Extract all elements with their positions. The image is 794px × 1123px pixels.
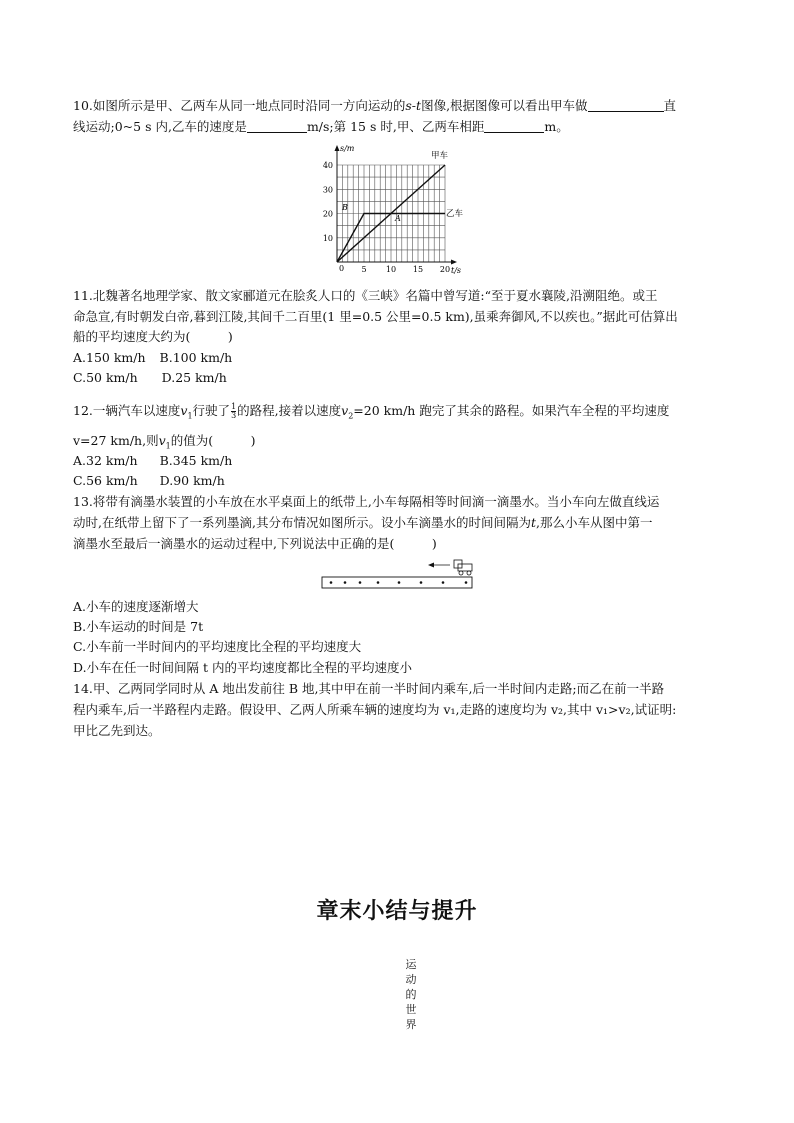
q12-option-a[interactable]: A.32 km/h: [73, 453, 138, 468]
label-point-a: A: [395, 214, 401, 223]
q12-option-b[interactable]: B.345 km/h: [159, 453, 233, 468]
answer-blank-1[interactable]: [588, 98, 664, 112]
y-tick-label: 10: [322, 233, 333, 243]
q13-option-c[interactable]: C.小车前一半时间内的平均速度比全程的平均速度大: [73, 639, 362, 654]
ink-dot: [330, 581, 333, 584]
ink-dot: [442, 581, 445, 584]
y-axis-arrow: [335, 145, 340, 151]
ink-tape-figure: [320, 556, 476, 592]
q13-option-d[interactable]: D.小车在任一时间间隔 t 内的平均速度都比全程的平均速度小: [73, 660, 413, 675]
ink-dot: [398, 581, 401, 584]
q13-option-a[interactable]: A.小车的速度逐渐增大: [73, 599, 199, 614]
ink-dot: [420, 581, 423, 584]
y-tick-label: 30: [322, 185, 333, 195]
q13-line2: 动时,在纸带上留下了一系列墨滴,其分布情况如图所示。设小车滴墨水的时间间隔为t,那么小车从图中第一: [73, 515, 653, 530]
q11-options-cd: [73, 369, 227, 387]
y-tick-label: 40: [322, 161, 333, 170]
ink-dot: [465, 581, 468, 584]
q11-line1: 11.北魏著名地理学家、散文家郦道元在脍炙人口的《三峡》名篇中曾写道:“至于夏水襄陵,沿溯阻绝。或王: [73, 288, 658, 303]
q11-option-d[interactable]: D.25 km/h: [161, 370, 227, 385]
answer-blank-3[interactable]: [484, 119, 544, 133]
st-graph: [318, 140, 488, 280]
q11-option-a[interactable]: A.150 km/h: [73, 350, 146, 365]
q14-line3: 甲比乙先到达。: [73, 723, 161, 738]
q12-options-ab: [73, 452, 232, 470]
q12-option-c[interactable]: C.56 km/h: [73, 473, 138, 488]
vertical-concept-label: 运 动 的 世 界: [405, 958, 417, 1031]
q13-line1: 13.将带有滴墨水装置的小车放在水平桌面上的纸带上,小车每隔相等时间滴一滴墨水。当小车向左做直线运: [73, 494, 660, 509]
y-tick-label: 20: [322, 209, 333, 219]
q11-line3: 船的平均速度大约为( ): [73, 329, 233, 344]
q11-line2: 命急宣,有时朝发白帝,暮到江陵,其间千二百里(1 里=0.5 公里=0.5 km),虽乘奔御风,不以疾也。”据此可估算出: [73, 309, 678, 324]
q13-option-b[interactable]: B.小车运动的时间是 7t: [73, 619, 204, 634]
x-axis-label: t/s: [451, 266, 462, 275]
q11-options-ab: [73, 349, 232, 367]
ink-dot: [377, 581, 380, 584]
label-jia-car: 甲车: [431, 151, 449, 161]
fraction-one-third: $\frac{1}{3}$: [231, 402, 237, 420]
q10-line1: 10.如图所示是甲、乙两车从同一地点同时沿同一方向运动的s-t图像,根据图像可以看出甲车做 直: [73, 98, 677, 113]
q12-options-cd: [73, 472, 225, 490]
answer-blank-2[interactable]: [247, 119, 307, 133]
q13-line3: 滴墨水至最后一滴墨水的运动过程中,下列说法中正确的是( ): [73, 536, 437, 551]
q12-line2: v=27 km/h,则$v_1$的值为( ): [73, 433, 256, 451]
q14-line2: 程内乘车,后一半路程内走路。假设甲、乙两人所乘车辆的速度均为 v₁,走路的速度均为 v₂,其中 v₁>v₂,试证明:: [73, 702, 677, 717]
section-title: 章末小结与提升: [316, 899, 478, 924]
ink-dot: [344, 581, 347, 584]
origin-label: 0: [339, 264, 345, 273]
x-tick-label: 10: [385, 265, 397, 274]
q11-option-c[interactable]: C.50 km/h: [73, 370, 138, 385]
q11-option-b[interactable]: B.100 km/h: [159, 350, 233, 365]
q10-line2: 线运动;0~5 s 内,乙车的速度是 m/s;第 15 s 时,甲、乙两车相距 m。: [73, 119, 569, 134]
q12-line1: 12.一辆汽车以速度$v_1$行驶了 $\frac{1}{3}$ 的路程,接着以速度$v_2=20$ km/h 跑完了其余的路程。如果汽车全程的平均速度: [73, 402, 670, 421]
x-tick-label: 20: [439, 265, 451, 274]
x-tick-label: 15: [412, 265, 424, 274]
x-tick-label: 5: [361, 265, 367, 274]
label-point-b: B: [342, 203, 348, 212]
label-yi-car: 乙车: [446, 209, 464, 219]
x-axis-arrow: [451, 260, 457, 265]
q14-line1: 14.甲、乙两同学同时从 A 地出发前往 B 地,其中甲在前一半时间内乘车,后一半时间内走路;而乙在前一半路: [73, 681, 665, 696]
ink-dot: [359, 581, 362, 584]
q12-option-d[interactable]: D.90 km/h: [159, 473, 225, 488]
arrow-head: [428, 563, 434, 568]
y-axis-label: s/m: [340, 144, 355, 153]
ink-cart: [454, 560, 472, 575]
